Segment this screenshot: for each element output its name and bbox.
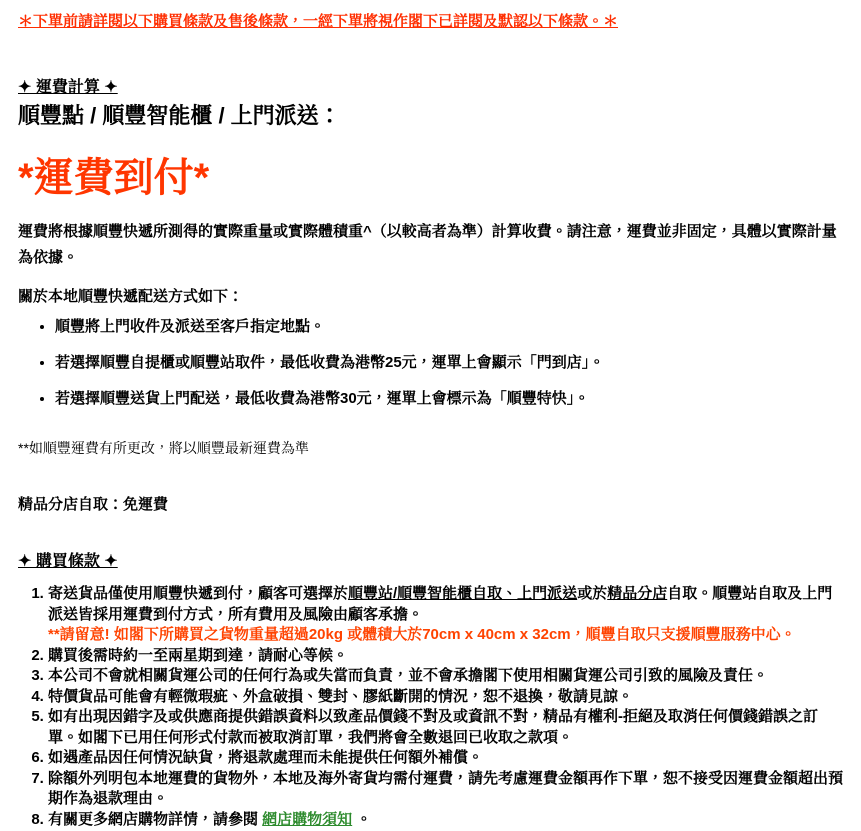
pre-order-notice: ＊下單前請詳閱以下購買條款及售後條款，一經下單將視作閣下已詳閱及默認以下條款。＊ bbox=[18, 13, 619, 30]
term-item-6: 6. 如遇產品因任何情況缺貨，將退款處理而未能提供任何額外補償。 bbox=[48, 748, 843, 769]
local-delivery-intro: 關於本地順豐快遞配送方式如下： bbox=[18, 288, 244, 305]
term-item-2: 2. 購買後需時約一至兩星期到達，請耐心等候。 bbox=[48, 646, 843, 667]
term-1-size-weight-warning: **請留意! 如閣下所購買之貨物重量超過20kg 或體積大於70cm x 40cm x 32cm，順豐自取只支援順豐服務中心。 bbox=[48, 626, 796, 643]
term-1-boutique-emphasis: 精品分店 bbox=[607, 585, 668, 602]
term-item-4: 4. 特價貨品可能會有輕微瑕疵、外盒破損、雙封、膠紙斷開的情況，恕不退換，敬請見諒。 bbox=[48, 687, 843, 708]
list-item: • 若選擇順豐送貨上門配送，最低收費為港幣30元，運單上會標示為「順豐特快」。 bbox=[55, 389, 843, 409]
delivery-options-list bbox=[18, 317, 843, 409]
online-shopping-guide-link[interactable]: 網店購物須知 bbox=[262, 810, 353, 828]
freight-collect-banner: *運費到付* bbox=[18, 156, 210, 200]
list-item: • 若選擇順豐自提櫃或順豐站取件，最低收費為港幣25元，運單上會顯示「門到店」。 bbox=[55, 353, 843, 373]
term-1-text: 寄送貨品僅使用順豐快遞到付，顧客可選擇於 bbox=[48, 585, 349, 602]
delivery-methods-subheading: 順豐點 / 順豐智能櫃 / 上門派送： bbox=[18, 103, 341, 128]
fee-calculation-paragraph: 運費將根據順豐快遞所測得的實際重量或實際體積重^（以較高者為準）計算收費。請注意，運費並非固定，具體以實際計量為依據。 bbox=[18, 223, 837, 266]
term-item-5: 5. 如有出現因錯字及或供應商提供錯誤資料以致產品價錢不對及或資訊不對，精品有權利-拒絕及取消任何價錢錯誤之訂單。如閣下已用任何形式付款而被取消訂單，我們將會全數退回已收取之款項。 bbox=[48, 707, 843, 748]
term-8-text: 有關更多網店購物詳情，請參閱 bbox=[48, 810, 263, 828]
term-item-3: 3. 本公司不會就相關貨運公司的任何行為或失當而負責，並不會承擔閣下使用相關貨運公司引致的風險及責任。 bbox=[48, 666, 843, 687]
purchase-terms-list bbox=[18, 584, 843, 830]
fee-change-footnote: **如順豐運費有所更改，將以順豐最新運費為準 bbox=[18, 440, 309, 456]
term-item-7: 7. 除額外列明包本地運費的貨物外，本地及海外寄貨均需付運費，請先考慮運費金額再作下單，恕不接受因運費金額超出預期作為退款理由。 bbox=[48, 769, 843, 810]
store-pickup-free-note: 精品分店自取：免運費 bbox=[18, 496, 169, 513]
term-1-text: 自取。順豐站自取及上門派送皆採用運費到付方式，所有費用及風險由顧客承擔。 bbox=[48, 585, 833, 623]
term-1-pickup-options-emphasis: 順豐站/順豐智能櫃自取、上門派送 bbox=[348, 585, 578, 602]
term-1-text: 或於 bbox=[577, 585, 608, 602]
term-8-text: 。 bbox=[352, 810, 372, 828]
term-item-8 bbox=[48, 810, 843, 831]
term-item-1 bbox=[48, 584, 843, 646]
list-item: • 順豐將上門收件及派送至客戶指定地點。 bbox=[55, 317, 843, 337]
purchase-terms-heading: ✦ 購買條款 ✦ bbox=[18, 553, 118, 570]
shipping-fee-heading: ✦ 運費計算 ✦ bbox=[18, 79, 118, 96]
